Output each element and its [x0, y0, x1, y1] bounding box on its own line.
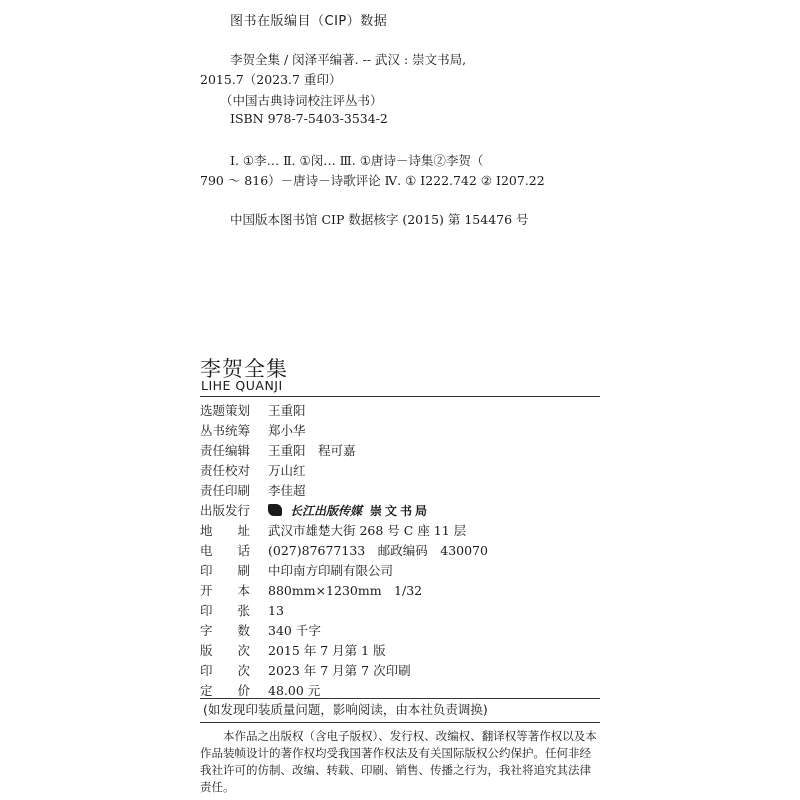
detail-label: 版 次 [200, 643, 251, 658]
detail-label: 出版发行 [200, 503, 251, 518]
detail-label: 责任编辑 [200, 443, 251, 458]
detail-label: 定 价 [200, 683, 251, 698]
detail-row [200, 440, 356, 460]
detail-row [200, 560, 393, 580]
detail-row [200, 520, 466, 540]
detail-row [200, 540, 488, 560]
cip-line: 李贺全集 / 闵泽平编著. -- 武汉 : 崇文书局, [230, 52, 467, 67]
quality-notice: (如发现印装质量问题，影响阅读，由本社负责调换) [203, 702, 488, 717]
detail-label: 开 本 [200, 583, 251, 598]
detail-value: 中印南方印刷有限公司 [268, 563, 394, 578]
detail-label: 印 张 [200, 603, 251, 618]
detail-label: 印 刷 [200, 563, 251, 578]
cip-line: 2015.7（2023.7 重印） [200, 72, 342, 87]
cip-line: ISBN 978-7-5403-3534-2 [230, 111, 388, 126]
detail-row [200, 660, 411, 680]
book-pinyin: LIHE QUANJI [201, 378, 283, 393]
detail-value: 2023 年 7 月第 7 次印刷 [268, 663, 411, 678]
cip-line: Ⅰ. ①李… Ⅱ. ①闵… Ⅲ. ①唐诗－诗集②李贺（ [230, 153, 484, 168]
detail-row [200, 500, 430, 520]
copyright-statement: 本作品之出版权（含电子版权）、发行权、改编权、翻译权等著作权以及本作品装帧设计的著作权均受我国著作权法及有关国际版权公约保护。任何非经我社许可的仿制、改编、转载、印刷、销售、传播之行为，我社将追究其法律责任。 [200, 729, 597, 794]
cip-line: 790 ～ 816）－唐诗－诗歌评论 Ⅳ. ① I222.742 ② I207.22 [200, 173, 545, 188]
publisher-group-name: 长江出版传媒 [290, 503, 363, 518]
detail-label: 丛书统筹 [200, 423, 251, 438]
cip-line: （中国古典诗词校注评丛书） [220, 93, 383, 108]
publisher-logo-mark-icon [268, 504, 282, 516]
detail-label: 选题策划 [200, 403, 251, 418]
publisher-imprint-name: 崇文书局 [370, 503, 431, 518]
detail-value: 万山红 [268, 463, 306, 478]
detail-value: 48.00 元 [268, 683, 321, 698]
detail-value: 13 [268, 602, 284, 618]
detail-value: 王重阳 [268, 403, 306, 418]
detail-value: (027)87677133 邮政编码 430070 [268, 543, 488, 558]
detail-row [200, 620, 321, 640]
detail-label: 地 址 [200, 523, 251, 538]
publisher-logo [268, 502, 430, 519]
detail-row [200, 420, 306, 440]
detail-value: 340 千字 [268, 623, 321, 638]
detail-row [200, 580, 422, 600]
detail-value: 李佳超 [268, 483, 306, 498]
detail-value: 郑小华 [268, 423, 306, 438]
detail-value: 880mm×1230mm 1/32 [268, 583, 423, 598]
detail-row [200, 600, 284, 620]
detail-label: 责任校对 [200, 463, 251, 478]
detail-row [200, 680, 320, 700]
detail-label: 印 次 [200, 663, 251, 678]
cip-title: 图书在版编目（CIP）数据 [230, 14, 388, 29]
detail-label: 责任印刷 [200, 483, 251, 498]
detail-value: 武汉市雄楚大街 268 号 C 座 11 层 [268, 523, 467, 538]
divider-bottom [200, 722, 600, 723]
cip-line: 中国版本图书馆 CIP 数据核字 (2015) 第 154476 号 [230, 212, 529, 227]
detail-value: 王重阳 程可嘉 [268, 443, 356, 458]
divider-middle [200, 698, 600, 699]
detail-row [200, 460, 306, 480]
detail-row [200, 480, 306, 500]
detail-label: 电 话 [200, 543, 251, 558]
detail-row [200, 640, 386, 660]
book-title: 李贺全集 [200, 357, 288, 381]
detail-label: 字 数 [200, 623, 251, 638]
divider-top [200, 396, 600, 397]
detail-value: 2015 年 7 月第 1 版 [268, 643, 386, 658]
detail-row [200, 400, 306, 420]
